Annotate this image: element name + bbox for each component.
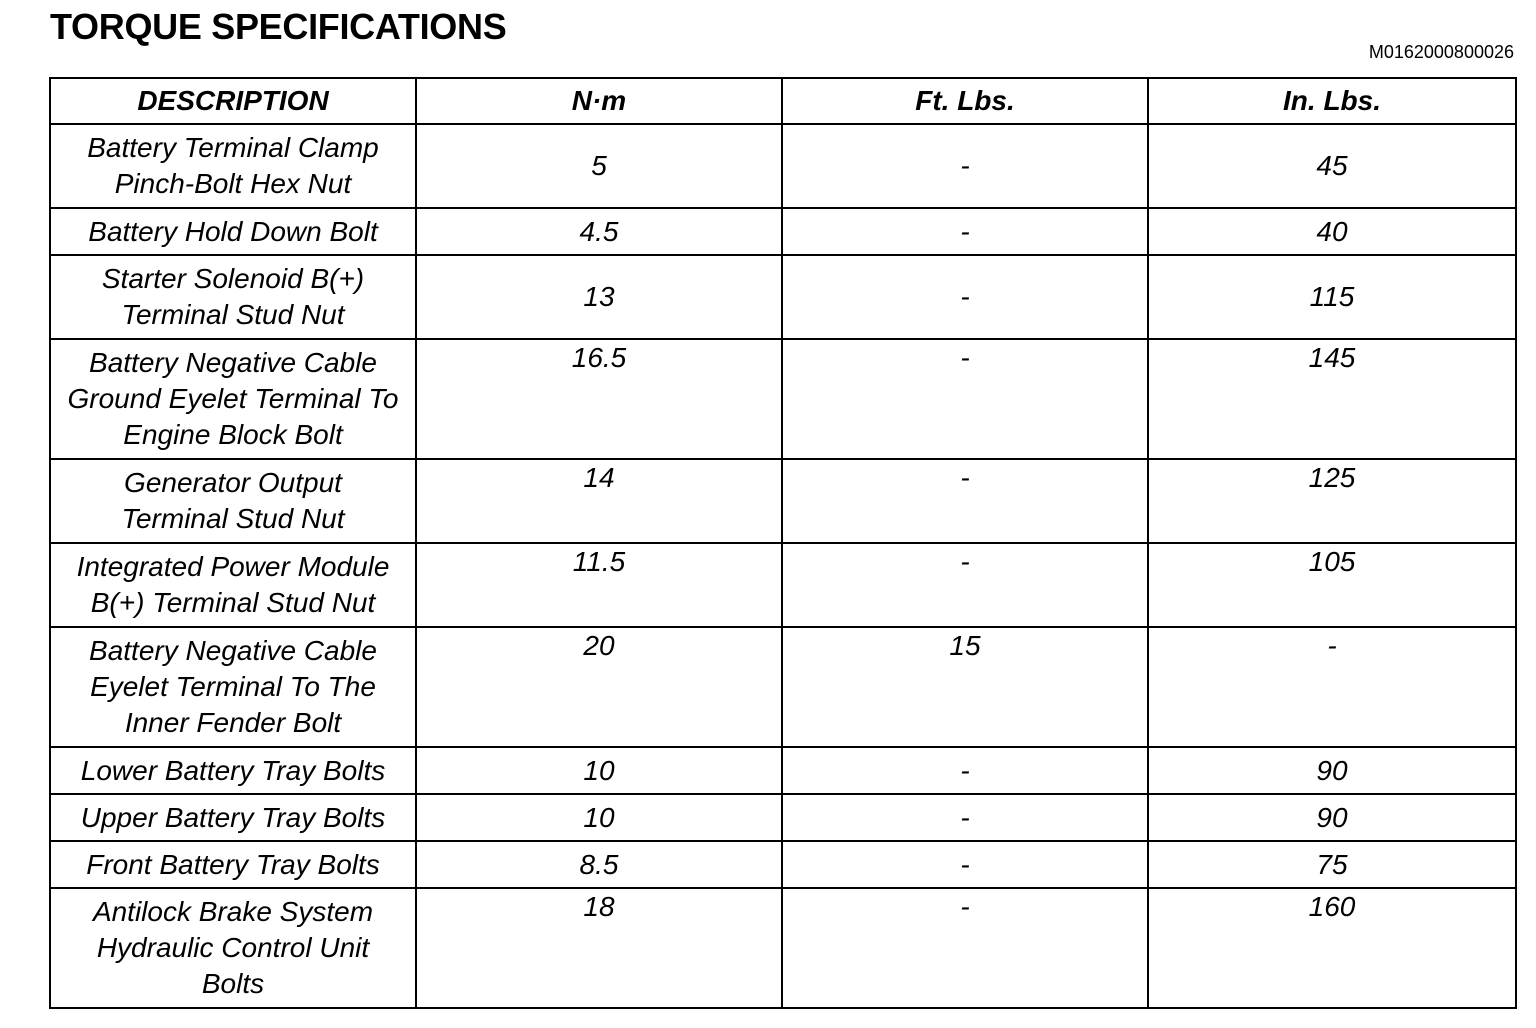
cell-description: Generator Output Terminal Stud Nut xyxy=(50,459,416,543)
cell-nm: 10 xyxy=(416,747,782,794)
cell-nm: 16.5 xyxy=(416,339,782,459)
cell-ft-lbs: - xyxy=(782,841,1148,888)
table-row xyxy=(50,888,1516,1008)
cell-description: Battery Negative Cable Ground Eyelet Terminal To Engine Block Bolt xyxy=(50,339,416,459)
cell-nm: 8.5 xyxy=(416,841,782,888)
page-title: TORQUE SPECIFICATIONS xyxy=(50,6,507,47)
column-header-nm: N·m xyxy=(416,78,782,124)
cell-description: Front Battery Tray Bolts xyxy=(50,841,416,888)
table-row xyxy=(50,208,1516,255)
cell-nm: 18 xyxy=(416,888,782,1008)
cell-nm: 14 xyxy=(416,459,782,543)
cell-ft-lbs: - xyxy=(782,255,1148,339)
cell-in-lbs: 145 xyxy=(1148,339,1516,459)
table-row xyxy=(50,255,1516,339)
cell-description: Battery Terminal Clamp Pinch-Bolt Hex Nut xyxy=(50,124,416,208)
cell-in-lbs: 90 xyxy=(1148,794,1516,841)
cell-ft-lbs: - xyxy=(782,459,1148,543)
cell-ft-lbs: 15 xyxy=(782,627,1148,747)
table-row xyxy=(50,543,1516,627)
cell-in-lbs: - xyxy=(1148,627,1516,747)
cell-description: Integrated Power Module B(+) Terminal Stud Nut xyxy=(50,543,416,627)
table-row xyxy=(50,841,1516,888)
cell-description: Antilock Brake System Hydraulic Control Unit Bolts xyxy=(50,888,416,1008)
cell-ft-lbs: - xyxy=(782,208,1148,255)
cell-ft-lbs: - xyxy=(782,747,1148,794)
table-header-row xyxy=(50,78,1516,124)
cell-nm: 4.5 xyxy=(416,208,782,255)
cell-in-lbs: 75 xyxy=(1148,841,1516,888)
cell-description: Starter Solenoid B(+) Terminal Stud Nut xyxy=(50,255,416,339)
column-header-description: DESCRIPTION xyxy=(50,78,416,124)
column-header-ft-lbs: Ft. Lbs. xyxy=(782,78,1148,124)
cell-description: Battery Negative Cable Eyelet Terminal To The Inner Fender Bolt xyxy=(50,627,416,747)
cell-ft-lbs: - xyxy=(782,888,1148,1008)
cell-nm: 20 xyxy=(416,627,782,747)
column-header-in-lbs: In. Lbs. xyxy=(1148,78,1516,124)
document-id: M0162000800026 xyxy=(1368,42,1514,62)
cell-description: Battery Hold Down Bolt xyxy=(50,208,416,255)
cell-in-lbs: 45 xyxy=(1148,124,1516,208)
table-row xyxy=(50,794,1516,841)
cell-description: Upper Battery Tray Bolts xyxy=(50,794,416,841)
torque-spec-table xyxy=(49,77,1517,1009)
cell-in-lbs: 125 xyxy=(1148,459,1516,543)
cell-in-lbs: 160 xyxy=(1148,888,1516,1008)
cell-ft-lbs: - xyxy=(782,339,1148,459)
cell-in-lbs: 40 xyxy=(1148,208,1516,255)
cell-nm: 13 xyxy=(416,255,782,339)
cell-in-lbs: 90 xyxy=(1148,747,1516,794)
cell-nm: 5 xyxy=(416,124,782,208)
cell-ft-lbs: - xyxy=(782,543,1148,627)
table-row xyxy=(50,459,1516,543)
table-row xyxy=(50,627,1516,747)
table-row xyxy=(50,747,1516,794)
cell-nm: 11.5 xyxy=(416,543,782,627)
cell-ft-lbs: - xyxy=(782,124,1148,208)
cell-ft-lbs: - xyxy=(782,794,1148,841)
table-row xyxy=(50,124,1516,208)
cell-in-lbs: 105 xyxy=(1148,543,1516,627)
cell-description: Lower Battery Tray Bolts xyxy=(50,747,416,794)
cell-nm: 10 xyxy=(416,794,782,841)
table-row xyxy=(50,339,1516,459)
cell-in-lbs: 115 xyxy=(1148,255,1516,339)
